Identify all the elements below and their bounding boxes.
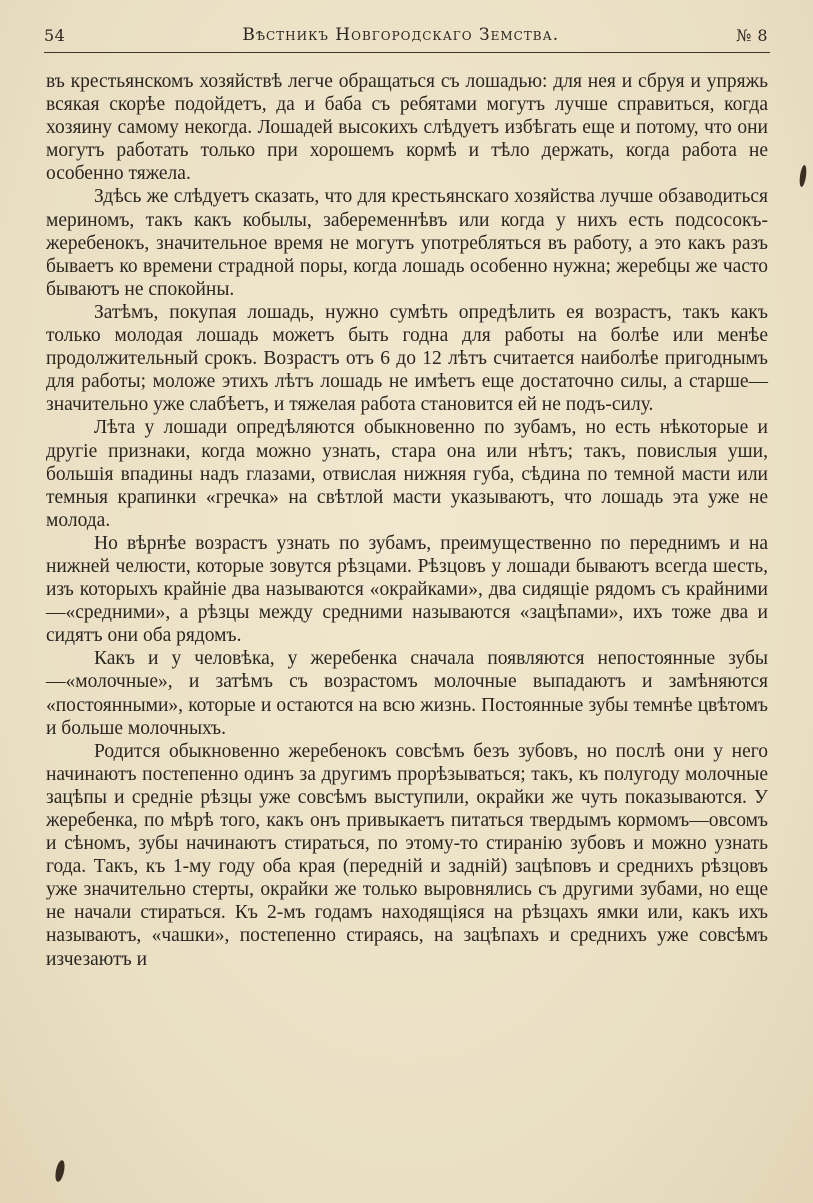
- issue-number: № 8: [736, 25, 768, 45]
- paragraph: Лѣта у лошади опредѣляются обыкновенно по зубамъ, но есть нѣкоторые и другіе признаки, когда можно узнать, стара она или нѣтъ; такъ, повислыя уши, большія впадины надъ глазами, отвислая нижняя губа, сѣдина по темной масти или темныя крапинки «гречка» на свѣтлой масти указываютъ, что лошадь эта уже не молода.: [46, 417, 768, 531]
- article-body: [46, 70, 768, 971]
- header-rule: [44, 52, 770, 53]
- journal-title: Вѣстникъ Новгородскаго Земства.: [242, 25, 560, 45]
- running-header: [44, 22, 768, 48]
- paragraph: Затѣмъ, покупая лошадь, нужно сумѣть опредѣлить ея возрастъ, такъ какъ только молодая лошадь можетъ быть годна для работы на болѣе или менѣе продолжительный срокъ. Возрастъ отъ 6 до 12 лѣтъ считается наиболѣе пригоднымъ для работы; моложе этихъ лѣтъ лошадь не имѣетъ еще достаточно силы, а старше—значительно уже слабѣетъ, и тяжелая работа становится ей не подъ-силу.: [46, 301, 768, 416]
- ink-blot: [54, 1159, 66, 1182]
- page-number: 54: [44, 25, 66, 45]
- paragraph: въ крестьянскомъ хозяйствѣ легче обращаться съ лошадью: для нея и сбруя и упряжь всякая скорѣе подойдетъ, да и баба съ ребятами могутъ лучше справиться, когда хозяину самому некогда. Лошадей высокихъ слѣдуетъ избѣгать еще и потому, что они могутъ работать только при хорошемъ кормѣ и тѣло держать, когда работа не особенно тяжела.: [46, 71, 768, 185]
- paragraph: Но вѣрнѣе возрастъ узнать по зубамъ, преимущественно по переднимъ и на нижней челюсти, которые зовутся рѣзцами. Рѣзцовъ у лошади бываютъ всегда шесть, изъ которыхъ крайніе два называются «окрайками», два сидящіе рядомъ съ крайними—«средними», а рѣзцы между средними называются «зацѣпами», ихъ тоже два и сидятъ они оба рядомъ.: [46, 532, 768, 647]
- ink-blot: [798, 165, 807, 188]
- paragraph: Родится обыкновенно жеребенокъ совсѣмъ безъ зубовъ, но послѣ они у него начинаютъ постепенно одинъ за другимъ прорѣзываться; такъ, къ полугоду молочные зацѣпы и средніе рѣзцы уже совсѣмъ выступили, окрайки же чуть показываются. У жеребенка, по мѣрѣ того, какъ онъ привыкаетъ питаться твердымъ кормомъ—овсомъ и сѣномъ, зубы начинаютъ стираться, по этому-то стиранію зубовъ и можно узнать года. Такъ, къ 1-му году оба края (передній и задній) зацѣповъ и среднихъ рѣзцовъ уже значительно стерты, окрайки же только выровнялись съ другими зубами, но еще не начали стираться. Къ 2-мъ годамъ находящіяся на рѣзцахъ ямки или, какъ ихъ называютъ, «чашки», постепенно стираясь, на зацѣпахъ и среднихъ уже совсѣмъ изчезаютъ и: [46, 740, 768, 970]
- paragraph: Какъ и у человѣка, у жеребенка сначала появляются непостоянные зубы—«молочные», и затѣмъ съ возрастомъ молочные выпадаютъ и замѣняются «постоянными», которые и остаются на всю жизнь. Постоянные зубы темнѣе цвѣтомъ и больше молочныхъ.: [46, 648, 768, 739]
- paragraph: Здѣсь же слѣдуетъ сказать, что для крестьянскаго хозяйства лучше обзаводиться мериномъ, такъ какъ кобылы, забеременнѣвъ или когда у нихъ есть подсосокъ-жеребенокъ, значительное время не могутъ употребляться въ работу, а это какъ разъ бываетъ ко времени страдной поры, когда лошадь особенно нужна; жеребцы же часто бываютъ не спокойны.: [46, 186, 768, 300]
